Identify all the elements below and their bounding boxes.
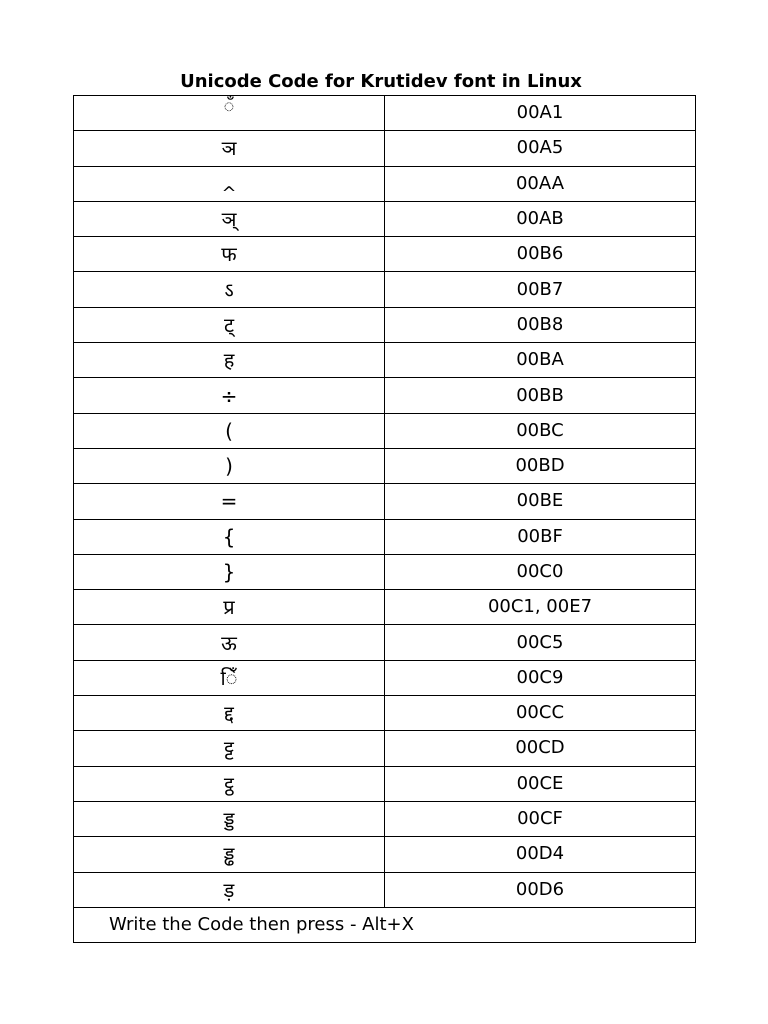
glyph-character: { <box>222 524 236 549</box>
glyph-cell <box>74 801 385 836</box>
glyph-character: = <box>220 489 238 514</box>
footer-note: Write the Code then press - Alt+X <box>74 907 696 942</box>
code-cell: 00BC <box>385 413 696 448</box>
glyph-cell <box>74 519 385 554</box>
code-cell: 00CE <box>385 766 696 801</box>
glyph-cell <box>74 201 385 236</box>
glyph-character: ^ <box>221 182 237 204</box>
table-row <box>74 307 696 342</box>
page-title: Unicode Code for Krutidev font in Linux <box>180 71 582 92</box>
table-row <box>74 766 696 801</box>
code-cell: 00C1, 00E7 <box>385 590 696 625</box>
glyph-cell <box>74 307 385 342</box>
code-cell: 00A5 <box>385 131 696 166</box>
glyph-cell <box>74 590 385 625</box>
code-cell: 00B8 <box>385 307 696 342</box>
table-row <box>74 731 696 766</box>
glyph-character: ड्ड <box>223 807 235 832</box>
glyph-cell <box>74 343 385 378</box>
glyph-character: ऊ <box>221 630 237 655</box>
glyph-character: द्द <box>224 701 234 726</box>
code-cell: 00D4 <box>385 837 696 872</box>
table-row <box>74 96 696 131</box>
glyph-cell <box>74 660 385 695</box>
code-cell: 00AA <box>385 166 696 201</box>
glyph-cell <box>74 272 385 307</box>
glyph-cell <box>74 554 385 589</box>
table-body <box>74 96 696 908</box>
glyph-cell <box>74 131 385 166</box>
table-row <box>74 448 696 483</box>
glyph-character: ट्ठ <box>224 771 234 796</box>
glyph-character: ड्ढ <box>223 842 235 867</box>
code-cell: 00BA <box>385 343 696 378</box>
glyph-character: ( <box>225 418 233 443</box>
table-row <box>74 237 696 272</box>
code-cell: 00BB <box>385 378 696 413</box>
glyph-character: ट्ट <box>224 736 234 761</box>
code-cell: 00BF <box>385 519 696 554</box>
glyph-character: ÷ <box>220 383 238 408</box>
code-cell: 00B7 <box>385 272 696 307</box>
glyph-character: ञ <box>221 136 237 161</box>
glyph-character: प्र <box>223 595 235 620</box>
table-row <box>74 801 696 836</box>
glyph-cell <box>74 96 385 131</box>
table-row <box>74 660 696 695</box>
glyph-cell <box>74 413 385 448</box>
table-row <box>74 201 696 236</box>
code-cell: 00C0 <box>385 554 696 589</box>
glyph-character: ञ् <box>221 207 237 232</box>
table-row <box>74 166 696 201</box>
glyph-cell <box>74 237 385 272</box>
glyph-cell <box>74 484 385 519</box>
table-row <box>74 696 696 731</box>
code-cell: 00C5 <box>385 625 696 660</box>
table-row <box>74 519 696 554</box>
glyph-character: ह <box>223 348 235 373</box>
glyph-character: ट् <box>223 312 235 337</box>
glyph-cell <box>74 448 385 483</box>
glyph-character: िँ <box>220 665 238 690</box>
code-cell: 00D6 <box>385 872 696 907</box>
table-row <box>74 484 696 519</box>
glyph-character: ऽ <box>224 277 234 302</box>
code-cell: 00BE <box>385 484 696 519</box>
glyph-cell <box>74 766 385 801</box>
code-cell: 00CC <box>385 696 696 731</box>
unicode-code-table <box>73 95 696 943</box>
footer-row <box>74 907 696 942</box>
glyph-cell <box>74 837 385 872</box>
glyph-character: } <box>222 560 236 584</box>
code-cell: 00BD <box>385 448 696 483</box>
glyph-cell <box>74 696 385 731</box>
glyph-character: ड़ <box>223 877 235 902</box>
table-row <box>74 872 696 907</box>
glyph-character: ँ <box>223 96 235 118</box>
table-row <box>74 625 696 660</box>
code-cell: 00AB <box>385 201 696 236</box>
table-row <box>74 343 696 378</box>
table-row <box>74 413 696 448</box>
glyph-cell <box>74 872 385 907</box>
code-cell: 00B6 <box>385 237 696 272</box>
table-row <box>74 837 696 872</box>
glyph-cell <box>74 166 385 204</box>
glyph-cell <box>74 731 385 766</box>
table-row <box>74 590 696 625</box>
glyph-cell <box>74 625 385 660</box>
glyph-character: ) <box>225 454 233 479</box>
code-cell: 00A1 <box>385 96 696 131</box>
table-row <box>74 272 696 307</box>
code-cell: 00CF <box>385 801 696 836</box>
table-row <box>74 554 696 589</box>
code-cell: 00C9 <box>385 660 696 695</box>
table-row <box>74 131 696 166</box>
glyph-character: फ <box>221 242 237 267</box>
code-cell: 00CD <box>385 731 696 766</box>
table-row <box>74 378 696 413</box>
glyph-cell <box>74 378 385 413</box>
